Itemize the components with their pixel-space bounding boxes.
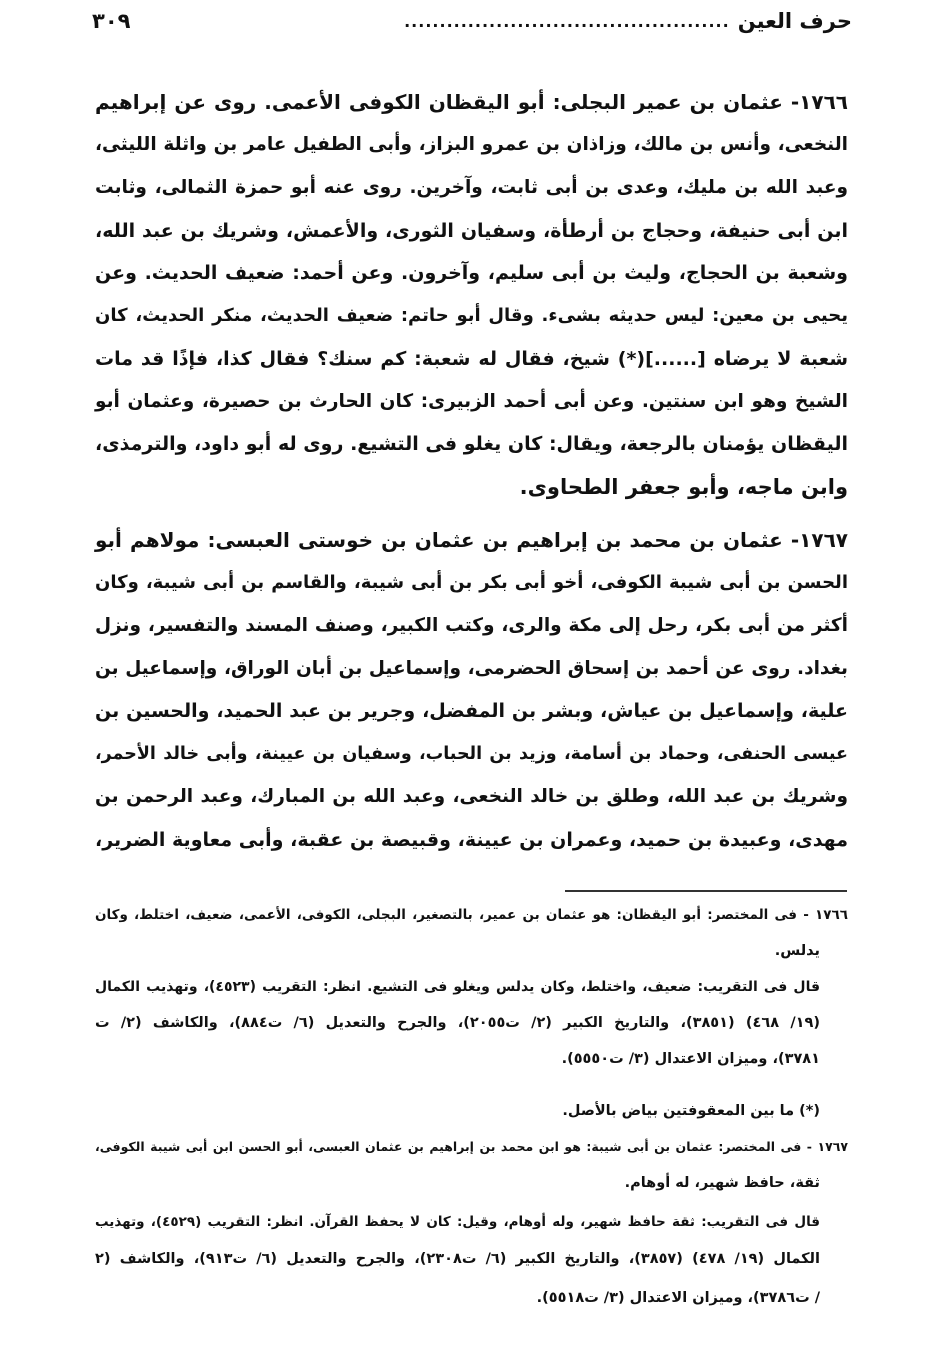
footnote-1766-line: ٣٧٨١)، وميزان الاعتدال (٣/ ت٥٥٥٠). bbox=[561, 1051, 820, 1067]
page-number: ٣٠٩ bbox=[92, 9, 131, 33]
entry-1767-line: ١٧٦٧- عثمان بن محمد بن إبراهيم بن عثمان بن خوستى العبسى: مولاهم أبو bbox=[95, 528, 848, 552]
entry-1766-line: يحيى بن معين: ليس حديثه بشىء. وقال أبو حاتم: ضعيف الحديث، منكر الحديث، كان bbox=[95, 305, 848, 326]
entry-1767-line: عيسى الحنفى، وحماد بن أسامة، وزيد بن الحباب، وسفيان بن عيينة، وأبى خالد الأحمر، bbox=[95, 744, 848, 764]
entry-1766-line: اليقظان يؤمنان بالرجعة، ويقال: كان يغلو فى التشيع. روى له أبو داود، والترمذى، bbox=[95, 433, 848, 455]
footnote-1766-line: يدلس. bbox=[774, 943, 820, 959]
entry-1767-line: علية، وإسماعيل بن عياش، وبشر بن المفضل، وجرير بن عبد الحميد، والحسين بن bbox=[95, 700, 848, 722]
footnote-1766-line: قال فى التقريب: ضعيف، واختلط، وكان يدلس ويغلو فى التشيع. انظر: التقريب (٤٥٢٣)، وتهذيب الكمال bbox=[95, 979, 821, 995]
entry-1766-line: الشيخ وهو ابن سنتين. وعن أبى أحمد الزبيرى: كان الحارث بن حصيرة، وعثمان أبو bbox=[95, 391, 848, 412]
footnote-1766-line: (١٩/ ٤٦٨) (٣٨٥١)، والتاريخ الكبير (٢/ ت٢٠٥٥)، والجرح والتعديل (٦/ ت٨٨٤)، والكاشف (٢/ ت bbox=[95, 1015, 820, 1031]
entry-1767-line: بغداد. روى عن أحمد بن إسحاق الحضرمى، وإسماعيل بن أبان الوراق، وإسماعيل بن bbox=[95, 658, 848, 679]
entry-1766-line: النخعى، وأنس بن مالك، وزاذان بن عمرو البزاز، وأبى الطفيل عامر بن واثلة الليثى، bbox=[95, 134, 848, 155]
footnote-1767-line: الكمال (١٩/ ٤٧٨) (٣٨٥٧)، والتاريخ الكبير (٦/ ت٢٣٠٨)، والجرح والتعديل (٦/ ت٩١٣)، والكاشف (٢ bbox=[95, 1251, 820, 1267]
entry-1766-line: ابن أبى حنيفة، وحجاج بن أرطأة، وسفيان الثورى، والأعمش، وشريك بن عبد الله، bbox=[95, 220, 848, 242]
entry-1766-line: شعبة لا يرضاه [......](*) شيخ، فقال له شعبة: كم سنك؟ فقال كذا، فإذًا قد مات bbox=[95, 348, 848, 370]
entry-1766-line: وشعبة بن الحجاج، وليث بن أبى سليم، وآخرون. وعن أحمد: ضعيف الحديث. وعن bbox=[95, 262, 848, 284]
entry-1767-line: الحسن بن أبى شيبة الكوفى، أخو أبى بكر بن أبى شيبة، والقاسم بن أبى شيبة، وكان bbox=[95, 572, 848, 593]
entry-1766-line: وابن ماجه، وأبو جعفر الطحاوى. bbox=[519, 475, 848, 499]
entry-1767-line: وشريك بن عبد الله، وطلق بن خالد النخعى، وعبد الله بن المبارك، وعبد الرحمن بن bbox=[95, 786, 848, 807]
footnote-separator bbox=[565, 890, 847, 892]
footnote-1767-line: / ت٣٧٨٦)، وميزان الاعتدال (٣/ ت٥٥١٨). bbox=[536, 1290, 820, 1306]
entry-1766-line: وعبد الله بن مليك، وعدى بن أبى ثابت، وآخرين. روى عنه أبو حمزة الثمالى، وثابت bbox=[95, 177, 848, 198]
footnote-1766-line: ١٧٦٦ - فى المختصر: أبو اليقظان: هو عثمان بن عمير، بالتصغير، البجلى، الكوفى، الأعمى، ضعيف، اختلط، وكان bbox=[95, 907, 848, 923]
footnote-1767-line: ١٧٦٧ - فى المختصر: عثمان بن أبى شيبة: هو ابن محمد بن إبراهيم بن عثمان العبسى، أبو الحسن ابن أبى شيبة الكوفى، bbox=[95, 1139, 848, 1154]
running-header bbox=[92, 4, 852, 38]
section-title: حرف العين bbox=[737, 9, 852, 33]
entry-1767-line: أكثر من أبى بكر، رحل إلى مكة والرى، وكتب الكبير، وصنف المسند والتفسير، ونزل bbox=[95, 615, 848, 636]
footnote-1767-line: قال فى التقريب: ثقة حافظ شهير، وله أوهام، وقيل: كان لا يحفظ القرآن. انظر: التقريب (٤٥٢٩)، وتهذيب bbox=[95, 1214, 820, 1230]
entry-1766-line: ١٧٦٦- عثمان بن عمير البجلى: أبو اليقظان الكوفى الأعمى. روى عن إبراهيم bbox=[95, 90, 848, 114]
footnote-1767-line: ثقة، حافظ شهير، له أوهام. bbox=[624, 1175, 820, 1191]
footnote-bracket-note: (*) ما بين المعقوفتين بياض بالأصل. bbox=[562, 1103, 820, 1119]
entry-1767-line: مهدى، وعبيدة بن حميد، وعمران بن عيينة، وقبيصة بن عقبة، وأبى معاوية الضرير، bbox=[95, 829, 848, 851]
leader-dots: .............................................. bbox=[404, 11, 730, 31]
